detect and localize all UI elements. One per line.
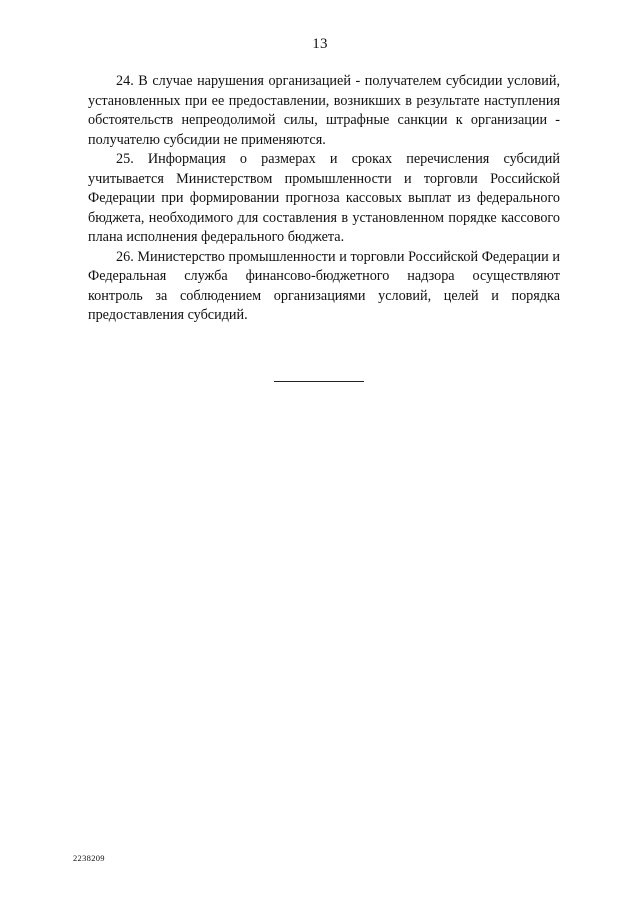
page-number: 13 <box>312 36 328 52</box>
document-body <box>88 72 560 326</box>
document-code: 2238209 <box>73 853 105 863</box>
paragraph-24: 24. В случае нарушения организацией - получателем субсидии условий, установленных при ее предоставлении, возникших в результате наступления обстоятельств непреодолимой силы, штрафные санкции к организации - получателю субсидии не применяются. <box>88 73 560 148</box>
paragraph-25: 25. Информация о размерах и сроках перечисления субсидий учитывается Министерством промышленности и торговли Российской Федерации при формировании прогноза кассовых выплат из федерального бюджета, необходимого для составления в установленном порядке кассового плана исполнения федерального бюджета. <box>88 151 560 245</box>
paragraph-26: 26. Министерство промышленности и торговли Российской Федерации и Федеральная служба финансово-бюджетного надзора осуществляют контроль за соблюдением организациями условий, целей и порядка предоставления субсидий. <box>88 248 560 323</box>
end-divider-line <box>274 381 364 382</box>
